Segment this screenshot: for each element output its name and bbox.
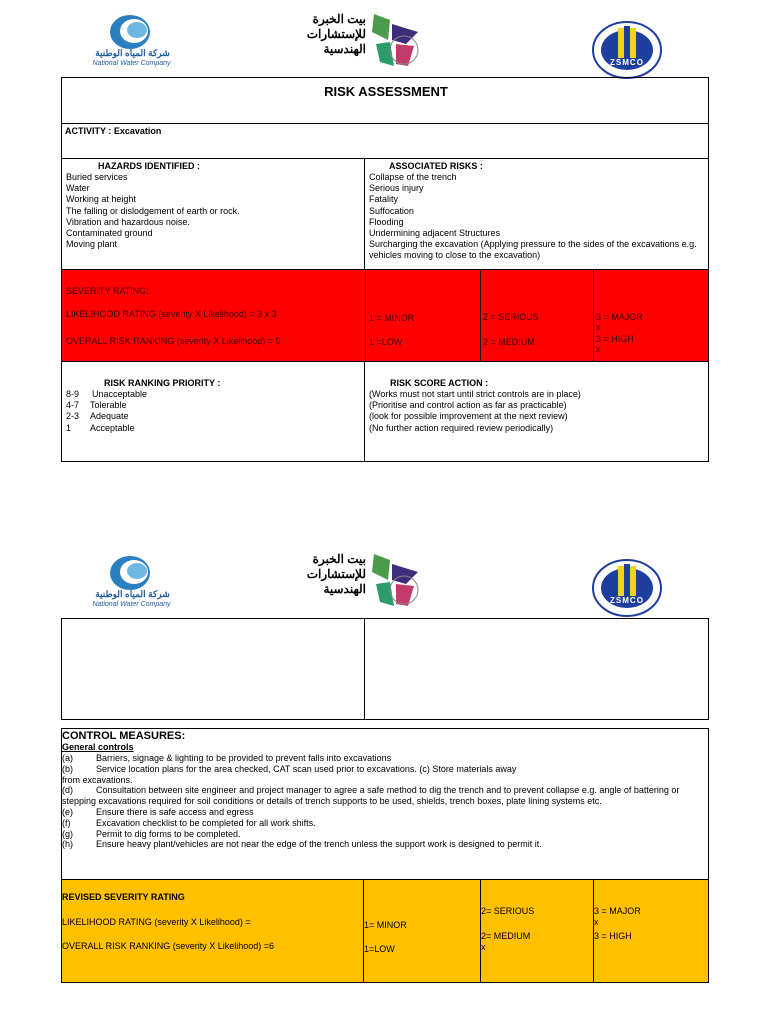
activity-label: ACTIVITY : Excavation <box>65 126 162 136</box>
control-item: (g) Permit to dig forms to be completed. <box>62 828 241 839</box>
overall-risk-ranking: OVERALL RISK RANKING (severity X Likelihood) = 9 <box>66 336 281 346</box>
risk-item: Collapse of the trench <box>369 172 457 182</box>
hazards-list <box>66 172 240 250</box>
ehc-logo-2 <box>298 550 428 616</box>
empty-cell-left <box>61 618 365 720</box>
priority-item: 4-7 Tolerable <box>66 400 127 411</box>
control-item: (h) Ensure heavy plant/vehicles are not near the edge of the trench unless the support work is designed to permit it. <box>62 839 542 850</box>
revised-likelihood-high: 3 = HIGH <box>594 931 632 941</box>
ehc-arabic-line-2: للإستشارات <box>306 27 366 41</box>
page-title: RISK ASSESSMENT <box>324 84 448 99</box>
risk-item: Suffocation <box>369 205 414 216</box>
priority-list <box>66 389 147 434</box>
nwc-logo <box>80 12 180 72</box>
hazard-item: Moving plant <box>66 239 118 250</box>
risk-item: Undermining adjacent Structures <box>369 228 501 239</box>
revised-severity-serious: 2= SERIOUS <box>481 906 535 916</box>
hazard-item: Working at height <box>66 194 136 205</box>
zsmco-label: ZSMCO <box>610 596 644 605</box>
severity-major-mark: x <box>596 322 601 332</box>
action-list <box>369 389 581 434</box>
controls-list <box>62 753 679 850</box>
revised-likelihood-medium: 2= MEDIUM <box>481 931 531 941</box>
nwc-arabic-name: شركة المياه الوطنية <box>95 589 170 599</box>
action-item: (Works must not start until strict controls are in place) <box>369 389 581 399</box>
revised-severity-minor: 1= MINOR <box>364 920 407 930</box>
severity-serious: 2 = SERIOUS <box>483 312 539 322</box>
risk-item: Serious injury <box>369 183 424 194</box>
severity-minor: 1 = MINOR <box>369 313 415 323</box>
risks-list <box>369 172 697 262</box>
likelihood-high-mark: x <box>596 344 601 354</box>
control-item: (e) Ensure there is safe access and egress <box>62 806 254 817</box>
priority-item: 2-3 Adequate <box>66 411 129 422</box>
ehc-arabic-line-1: بيت الخبرة <box>312 12 366 26</box>
action-item: (look for possible improvement at the next review) <box>369 411 568 422</box>
zsmco-logo-2 <box>590 558 664 618</box>
zsmco-label: ZSMCO <box>610 58 644 67</box>
likelihood-low: 1 =LOW <box>369 337 403 347</box>
ehc-emblem-icon <box>368 550 424 612</box>
risk-item: Surcharging the excavation (Applying pressure to the sides of the excavations e.g. <box>369 239 697 250</box>
water-drop-icon <box>105 553 155 593</box>
title-box <box>61 77 709 124</box>
revised-severity-major-mark: x <box>594 917 599 927</box>
ehc-emblem-icon <box>368 10 424 72</box>
general-controls-label: General controls <box>62 742 134 752</box>
ehc-arabic-line-3: الهندسية <box>323 582 366 596</box>
likelihood-rating: LIKELIHOOD RATING (severity X Likelihood) = 3 x 3 <box>66 309 277 319</box>
risk-item: Fatality <box>369 194 399 205</box>
nwc-logo-2 <box>80 553 180 613</box>
zsmco-emblem-icon <box>590 20 664 80</box>
risks-box <box>364 158 709 270</box>
revised-likelihood-rating: LIKELIHOOD RATING (severity X Likelihood) = <box>62 917 251 927</box>
likelihood-high: 3 = HIGH <box>596 334 634 344</box>
hazards-header: HAZARDS IDENTIFIED : <box>98 161 200 171</box>
severity-rating-band <box>61 269 709 362</box>
control-item: (a) Barriers, signage & lighting to be provided to prevent falls into excavations <box>62 753 392 763</box>
water-drop-icon <box>105 12 155 52</box>
ehc-logo <box>298 10 428 76</box>
nwc-english-name: National Water Company <box>92 601 171 608</box>
control-item: (b) Service location plans for the area checked, CAT scan used prior to excavations. (c) Store materials away <box>62 763 517 774</box>
ehc-arabic-line-1: بيت الخبرة <box>312 552 366 566</box>
control-measures-header: CONTROL MEASURES: <box>62 730 186 742</box>
risks-header: ASSOCIATED RISKS : <box>389 161 483 171</box>
revised-likelihood-low: 1=LOW <box>364 944 395 954</box>
control-item: (f) Excavation checklist to be completed for all work shifts. <box>62 817 316 828</box>
hazard-item: Vibration and hazardous noise. <box>66 216 190 227</box>
control-item: from excavations. <box>62 774 133 785</box>
ehc-arabic-line-3: الهندسية <box>323 42 366 56</box>
hazards-box <box>61 158 365 270</box>
revised-severity-label: REVISED SEVERITY RATING <box>62 892 185 902</box>
likelihood-medium: 2 = MEDIUM <box>483 337 535 347</box>
priority-item: 1 Acceptable <box>66 422 135 433</box>
priority-header: RISK RANKING PRIORITY : <box>104 378 221 388</box>
nwc-english-name: National Water Company <box>92 60 171 67</box>
severity-major: 3 = MAJOR <box>596 312 643 322</box>
revised-severity-major: 3 = MAJOR <box>594 906 641 916</box>
zsmco-logo <box>590 20 664 80</box>
action-box <box>364 361 709 462</box>
priority-box <box>61 361 365 462</box>
revised-severity-band <box>61 879 709 983</box>
zsmco-emblem-icon <box>590 558 664 618</box>
revised-likelihood-medium-mark: x <box>481 942 486 952</box>
activity-box <box>61 123 709 159</box>
control-item: stepping excavations required for soil conditions or details of trench supports to be used, shields, trench boxes, plate lining systems etc. <box>62 796 602 807</box>
hazard-item: Contaminated ground <box>66 228 153 239</box>
action-item: (Prioritise and control action as far as practicable) <box>369 400 567 411</box>
severity-label: SEVERITY RATING: <box>66 286 149 296</box>
empty-cell-right <box>364 618 709 720</box>
action-item: (No further action required review periodically) <box>369 422 554 433</box>
priority-item: 8-9 Unacceptable <box>66 389 148 399</box>
control-measures-box <box>61 728 709 880</box>
revised-overall-risk-ranking: OVERALL RISK RANKING (severity X Likelihood) =6 <box>62 941 274 951</box>
risk-item: Flooding <box>369 216 404 227</box>
hazard-item: The falling or dislodgement of earth or rock. <box>66 205 240 216</box>
ehc-arabic-line-2: للإستشارات <box>306 567 366 581</box>
nwc-arabic-name: شركة المياه الوطنية <box>95 48 170 58</box>
hazard-item: Buried services <box>66 172 128 182</box>
control-item: (d) Consultation between site engineer and project manager to agree a safe method to dig the trench and to prevent collapse e.g. angle of battering or <box>62 785 680 796</box>
risk-item: vehicles moving to close to the excavation) <box>369 250 541 261</box>
hazard-item: Water <box>66 183 90 194</box>
action-header: RISK SCORE ACTION : <box>390 378 489 388</box>
